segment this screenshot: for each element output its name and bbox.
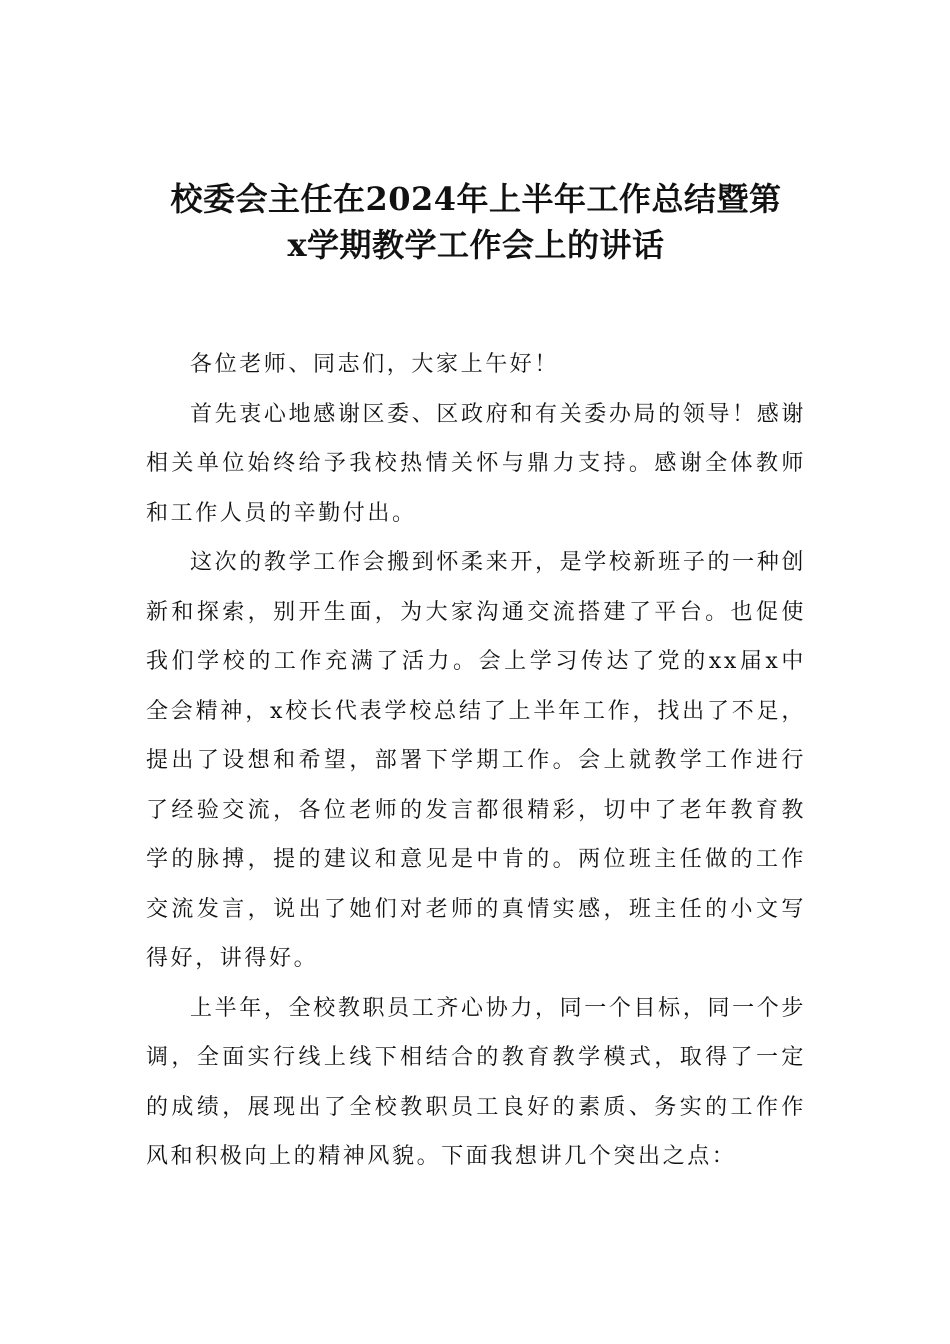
title-line-2: x学期教学工作会上的讲话: [287, 226, 665, 264]
paragraph-summary: 上半年，全校教职员工齐心协力，同一个目标，同一个步调，全面实行线上线下相结合的教育教学模式，取得了一定的成绩，展现出了全校教职员工良好的素质、务实的工作作风和积极向上的精神风貌。下面我想讲几个突出之点：: [146, 995, 806, 1169]
document-body: [146, 340, 806, 1182]
paragraph-thanks: 首先衷心地感谢区委、区政府和有关委办局的领导！感谢相关单位始终给予我校热情关怀与鼎力支持。感谢全体教师和工作人员的辛勤付出。: [146, 401, 806, 526]
document-title: [146, 176, 806, 268]
paragraph-meeting: 这次的教学工作会搬到怀柔来开，是学校新班子的一种创新和探索，别开生面，为大家沟通交流搭建了平台。也促使我们学校的工作充满了活力。会上学习传达了党的xx届x中全会精神，x校长代表学校总结了上半年工作，找出了不足，提出了设想和希望，部署下学期工作。会上就教学工作进行了经验交流，各位老师的发言都很精彩，切中了老年教育教学的脉搏，提的建议和意见是中肯的。两位班主任做的工作交流发言，说出了她们对老师的真情实感，班主任的小文写得好，讲得好。: [146, 550, 806, 971]
document-page: [146, 176, 806, 1182]
title-line-1: 校委会主任在2024年上半年工作总结暨第: [170, 180, 782, 218]
paragraph-greeting: 各位老师、同志们，大家上午好！: [190, 352, 560, 377]
